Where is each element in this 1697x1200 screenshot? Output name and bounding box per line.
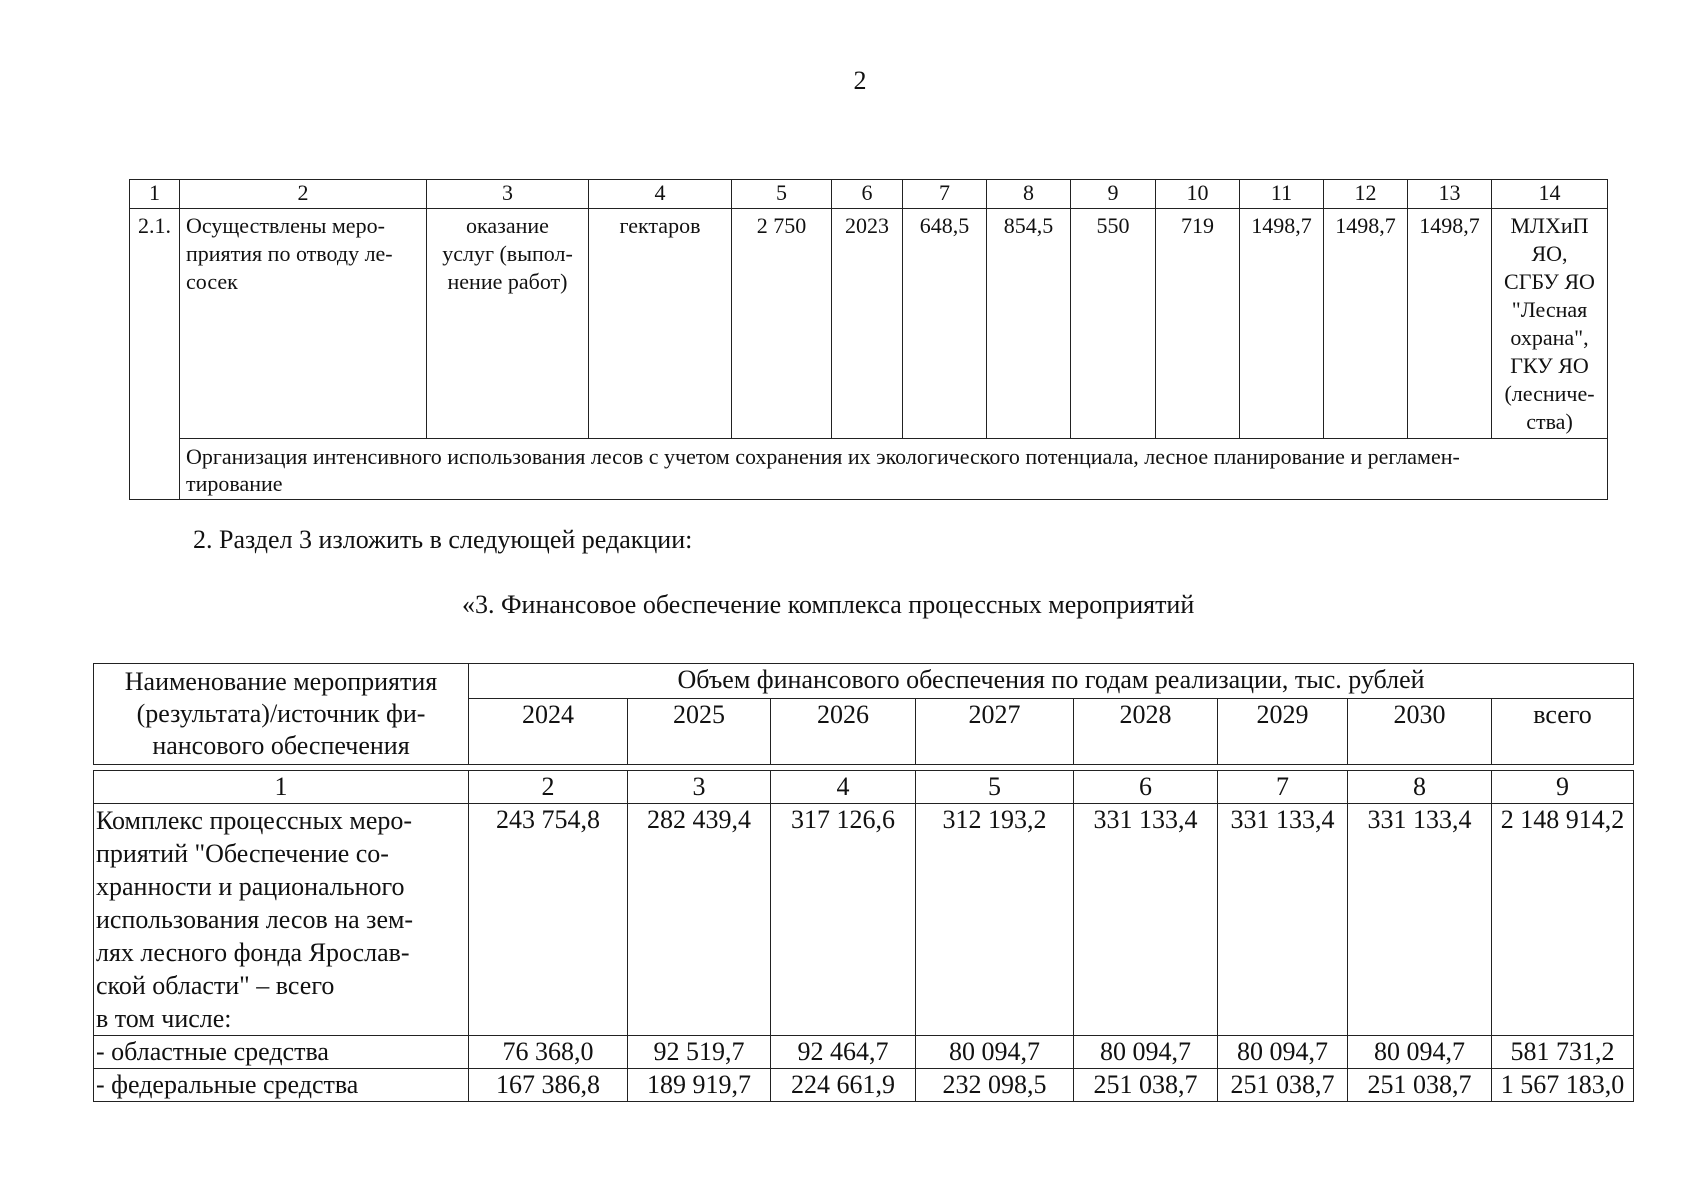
column-number: 3 [628,771,771,804]
header-cell: 9 [1071,180,1156,209]
column-number: 7 [1218,771,1348,804]
value-cell: 2023 [832,209,903,439]
value-cell: 232 098,5 [916,1069,1074,1102]
text-line: использования лесов на зем- [96,905,414,934]
value-cell: 92 519,7 [628,1036,771,1069]
financing-table [93,663,1634,1102]
year-header: 2026 [771,698,916,764]
text-line: ГКУ ЯО [1510,353,1589,378]
text-line: ЯО, [1531,241,1568,266]
column-number: 5 [916,771,1074,804]
value-cell: 648,5 [903,209,987,439]
row-number: 2.1. [130,209,180,500]
text-line: тирование [186,471,283,496]
header-cell: 5 [732,180,832,209]
value-cell: 243 754,8 [469,804,628,1036]
year-header: 2028 [1074,698,1218,764]
value-cell: 331 133,4 [1218,804,1348,1036]
text-line: сосек [186,269,238,294]
value-cell: 251 038,7 [1218,1069,1348,1102]
text-line: ской области" – всего [96,971,335,1000]
value-cell: 331 133,4 [1348,804,1492,1036]
text-line: приятия по отводу ле- [186,241,393,266]
activities-table [129,179,1608,500]
row-name: - федеральные средства [94,1069,469,1102]
header-cell: 13 [1408,180,1492,209]
value-cell: 331 133,4 [1074,804,1218,1036]
column-number: 2 [469,771,628,804]
table-header-row [94,664,1634,699]
header-cell: 4 [589,180,732,209]
value-cell: 92 464,7 [771,1036,916,1069]
value-cell: 550 [1071,209,1156,439]
column-number: 9 [1492,771,1634,804]
text-line: СГБУ ЯО [1504,269,1595,294]
text-line: Организация интенсивного использования лесов с учетом сохранения их экологического потенциала, лесное планирование и регламен- [186,444,1460,469]
value-cell: 1498,7 [1408,209,1492,439]
text-line: нение работ) [447,269,568,294]
column-number-row [94,771,1634,804]
note-text [180,439,1608,500]
text-line: нансового обеспечения [152,731,410,760]
year-header: 2025 [628,698,771,764]
value-cell: 167 386,8 [469,1069,628,1102]
text-line: Комплекс процессных меро- [96,806,413,835]
responsible-cell [1492,209,1608,439]
column-number: 4 [771,771,916,804]
text-line: хранности и рационального [96,872,405,901]
text-line: оказание [466,213,549,238]
text-line: (результата)/источник фи- [136,699,426,728]
value-cell: 1498,7 [1240,209,1324,439]
unit-cell: гектаров [589,209,732,439]
header-cell: 7 [903,180,987,209]
value-cell: 189 919,7 [628,1069,771,1102]
note-row [130,439,1608,500]
total-cell: 2 148 914,2 [1492,804,1634,1036]
header-cell: 2 [180,180,427,209]
value-cell: 854,5 [987,209,1071,439]
value-cell: 224 661,9 [771,1069,916,1102]
page-number: 2 [853,66,867,95]
text-line: (лесниче- [1504,381,1595,406]
value-cell: 80 094,7 [1348,1036,1492,1069]
text-line: лях лесного фонда Ярослав- [96,938,410,967]
header-cell: 14 [1492,180,1608,209]
row-name [94,804,469,1036]
value-cell: 251 038,7 [1348,1069,1492,1102]
row-name: - областные средства [94,1036,469,1069]
column-number: 8 [1348,771,1492,804]
text-line: Осуществлены меро- [186,213,385,238]
activity-type [427,209,589,439]
total-cell: 1 567 183,0 [1492,1069,1634,1102]
value-cell: 282 439,4 [628,804,771,1036]
year-header: 2029 [1218,698,1348,764]
section-heading: «3. Финансовое обеспечение комплекса процессных мероприятий [462,590,1195,619]
text-line: услуг (выпол- [442,241,573,266]
text-line: в том числе: [96,1004,232,1033]
column-number: 1 [94,771,469,804]
table-row [130,209,1608,439]
text-line: охрана", [1510,325,1589,350]
text-line: Наименование мероприятия [124,667,438,696]
column-header-name [94,664,469,765]
header-cell: 6 [832,180,903,209]
table-row [94,804,1634,1036]
value-cell: 719 [1156,209,1240,439]
table-header-row [130,180,1608,209]
total-cell: 581 731,2 [1492,1036,1634,1069]
header-cell: 3 [427,180,589,209]
activity-name [180,209,427,439]
value-cell: 2 750 [732,209,832,439]
header-cell: 1 [130,180,180,209]
text-line: ства) [1526,409,1573,434]
year-header: 2027 [916,698,1074,764]
header-cell: 10 [1156,180,1240,209]
year-header: 2024 [469,698,628,764]
total-header: всего [1492,698,1634,764]
header-cell: 11 [1240,180,1324,209]
column-number: 6 [1074,771,1218,804]
amendment-paragraph: 2. Раздел 3 изложить в следующей редакции: [193,525,693,554]
value-cell: 317 126,6 [771,804,916,1036]
text-line: МЛХиП [1510,213,1589,238]
text-line: приятий "Обеспечение со- [96,839,389,868]
year-header: 2030 [1348,698,1492,764]
value-cell: 251 038,7 [1074,1069,1218,1102]
value-cell: 312 193,2 [916,804,1074,1036]
value-cell: 76 368,0 [469,1036,628,1069]
text-line: "Лесная [1511,297,1588,322]
value-cell: 80 094,7 [1074,1036,1218,1069]
header-cell: 8 [987,180,1071,209]
column-group-title: Объем финансового обеспечения по годам реализации, тыс. рублей [469,664,1634,699]
value-cell: 1498,7 [1324,209,1408,439]
table-row [94,1036,1634,1069]
value-cell: 80 094,7 [1218,1036,1348,1069]
value-cell: 80 094,7 [916,1036,1074,1069]
header-cell: 12 [1324,180,1408,209]
table-row [94,1069,1634,1102]
